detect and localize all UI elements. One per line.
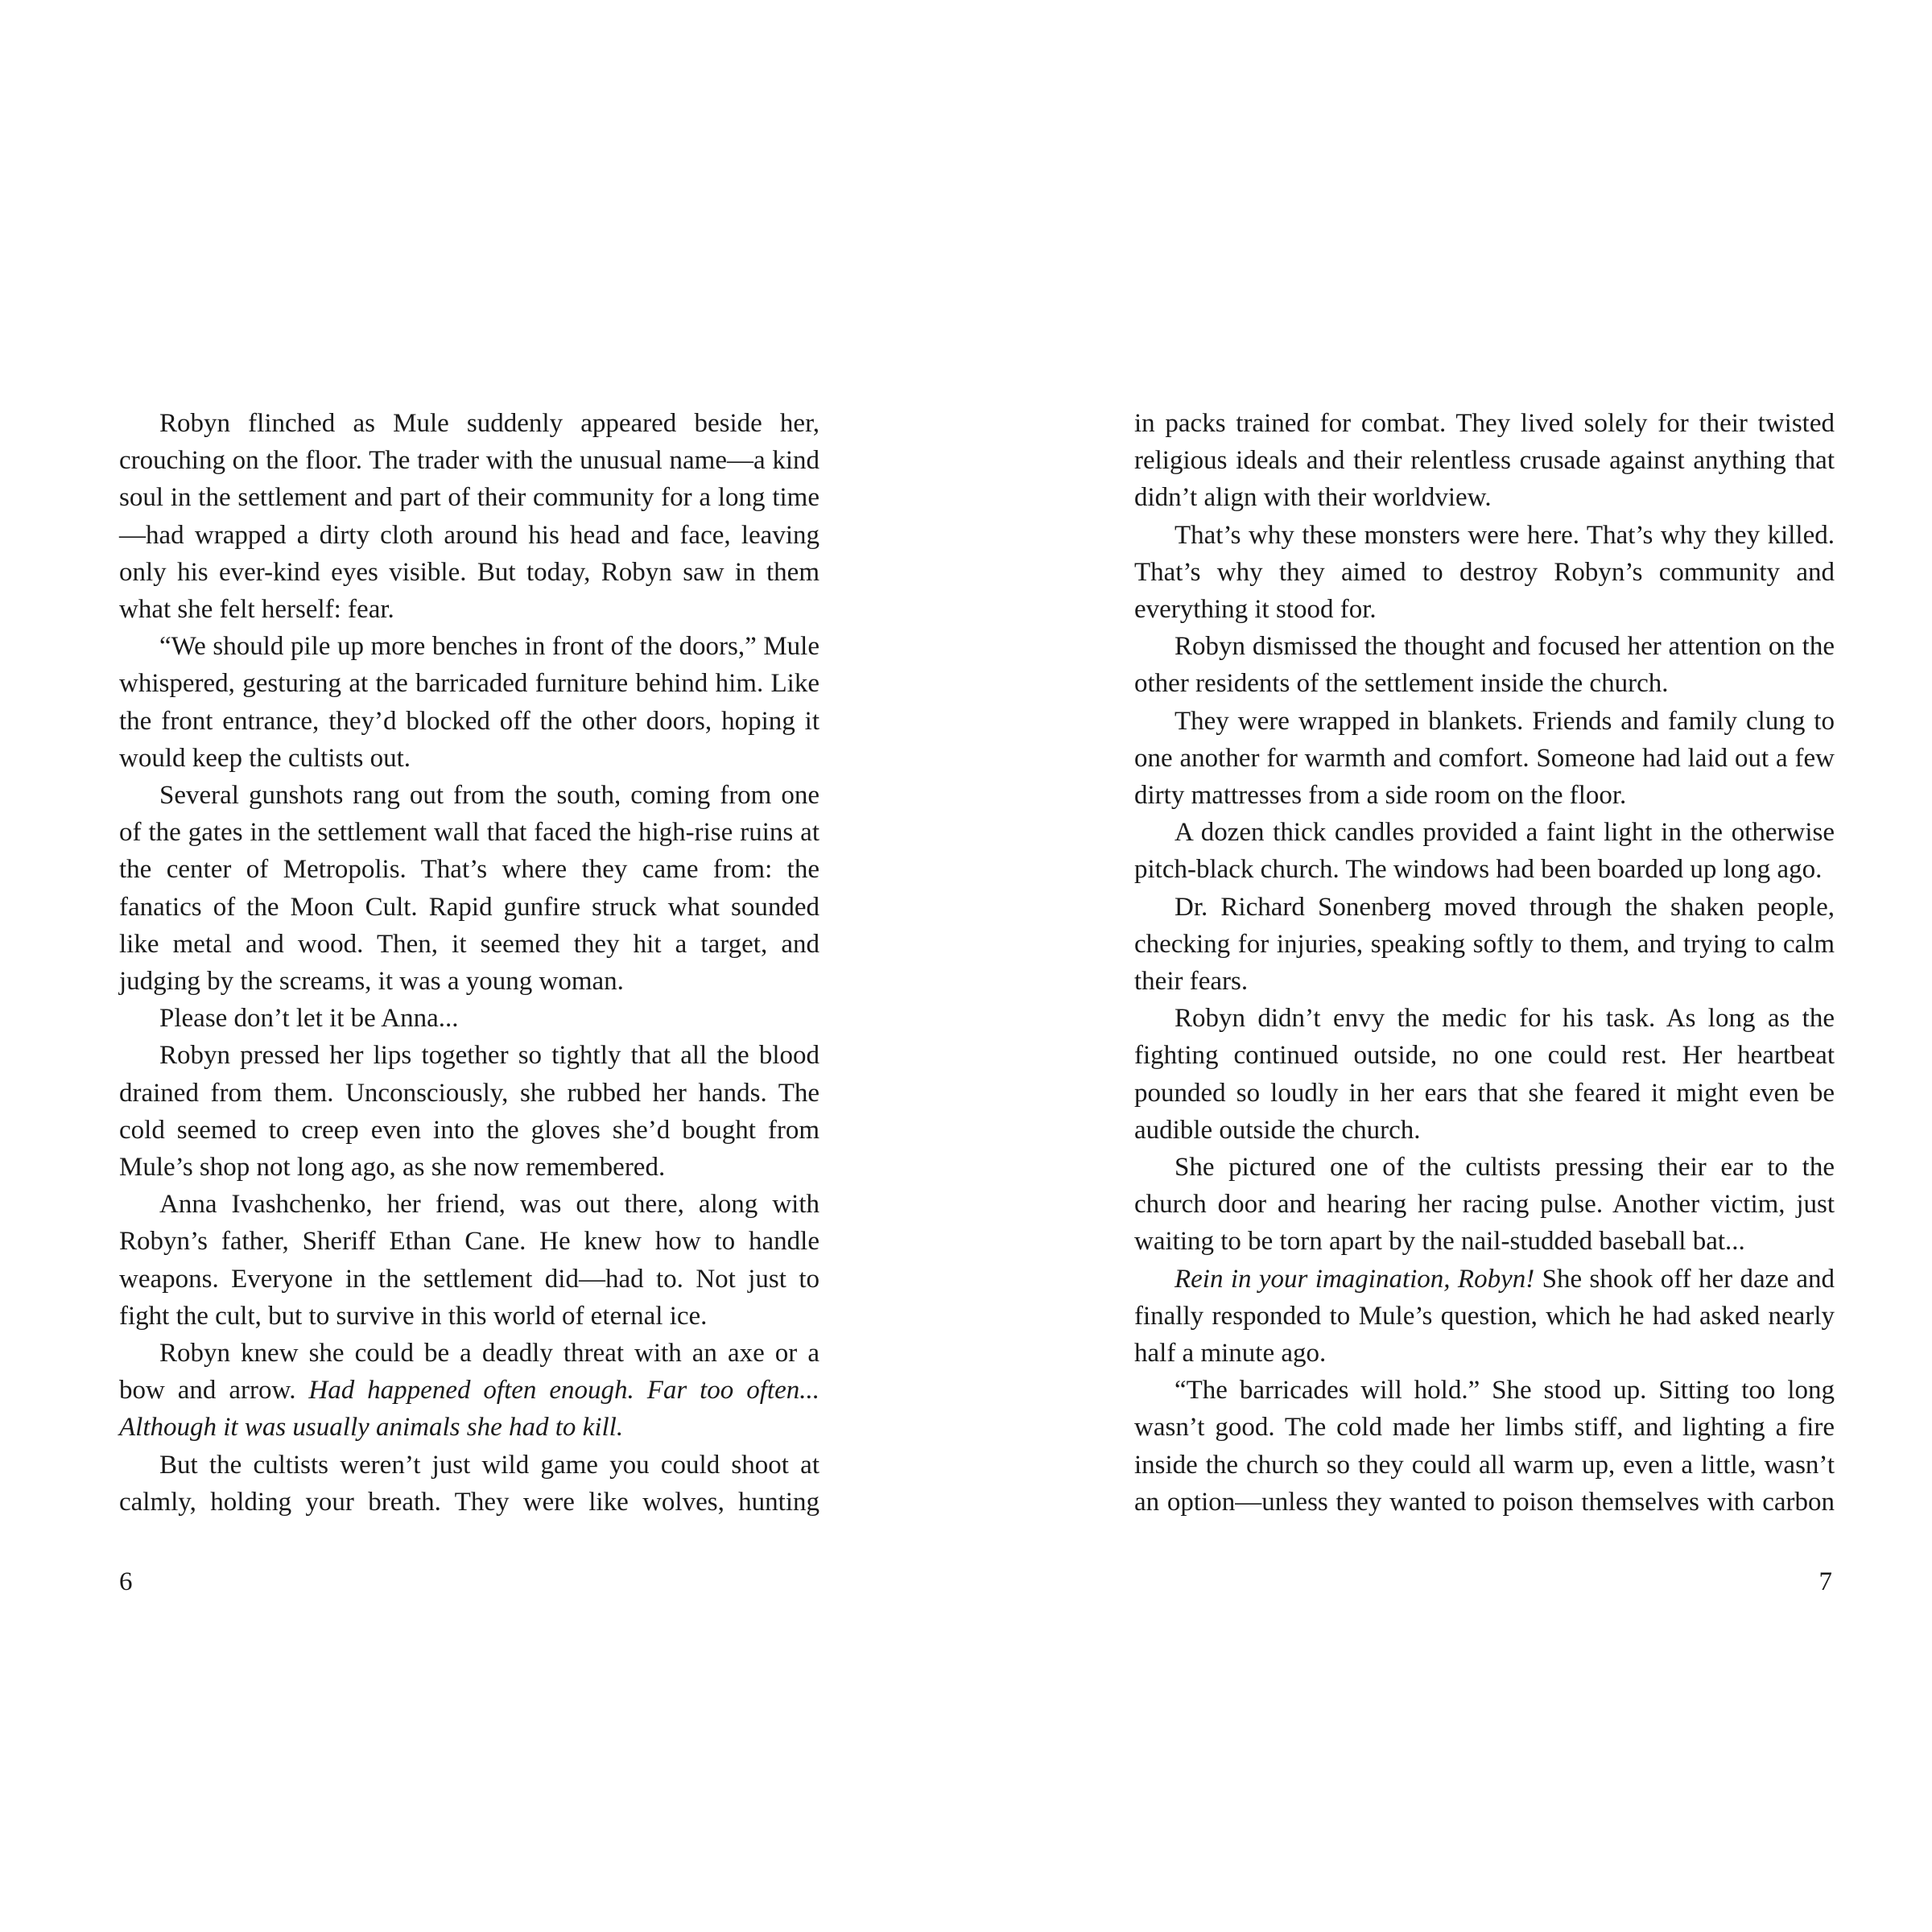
- paragraph: “We should pile up more benches in front of the doors,” Mule whispered, gesturing at the barricaded furniture behind him. Like the front entrance, they’d blocked off the other doors, hoping it would keep the cultists out.: [119, 632, 819, 773]
- left-page-text: [119, 405, 819, 1521]
- paragraph: Robyn flinched as Mule suddenly appeared beside her, crouching on the floor. The trader with the unusual name—a kind soul in the settlement and part of their community for a long time—had wrapped a dirty cloth around his head and face, leaving only his ever-kind eyes visible. But today, Robyn saw in them what she felt herself: fear.: [119, 409, 819, 625]
- paragraph: Anna Ivashchenko, her friend, was out there, along with Robyn’s father, Sheriff Ethan Cane. He knew how to handle weapons. Everyone in the settlement did—had to. Not just to fight the cult, but to survive in this world of eternal ice.: [119, 1190, 819, 1331]
- paragraph: [1134, 1261, 1835, 1373]
- paragraph: Please don’t let it be Anna...: [159, 1004, 459, 1034]
- italic-thought: Rein in your imagination, Robyn!: [1174, 1264, 1535, 1294]
- paragraph: “The barricades will hold.” She stood up. Sitting too long wasn’t good. The cold made her limbs stiff, and lighting a fire inside the church so they could all warm up, even a little, wasn’t an option—unless they wanted to poison themselves with carbon: [1134, 1376, 1835, 1517]
- paragraph: A dozen thick candles provided a faint light in the otherwise pitch-black church. The windows had been boarded up long ago.: [1134, 818, 1835, 885]
- right-page: [1134, 405, 1835, 1521]
- paragraph: Several gunshots rang out from the south, coming from one of the gates in the settlement wall that faced the high-rise ruins at the center of Metropolis. That’s where they came from: the fanatics of the Moon Cult. Rapid gunfire struck what sounded like metal and wood. Then, it seemed they hit a target, and judging by the screams, it was a young woman.: [119, 781, 819, 997]
- italic-thought: Had happened often enough. Far too often... Although it was usually animals she had to kill.: [119, 1376, 819, 1443]
- paragraph: Robyn pressed her lips together so tightly that all the blood drained from them. Unconsciously, she rubbed her hands. The cold seemed to creep even into the gloves she’d bought from Mule’s shop not long ago, as she now remembered.: [119, 1041, 819, 1183]
- paragraph: [119, 1335, 819, 1447]
- right-page-text: [1134, 405, 1835, 1521]
- paragraph: in packs trained for combat. They lived solely for their twisted religious ideals and their relentless crusade against anything that didn’t align with their worldview.: [1134, 409, 1835, 513]
- paragraph-text: Robyn knew she could be a deadly threat with an axe or a bow and arrow.: [119, 1339, 819, 1406]
- left-page: [119, 405, 819, 1521]
- page-number-right: 7: [1818, 1567, 1832, 1596]
- paragraph: Robyn dismissed the thought and focused her attention on the other residents of the settlement inside the church.: [1134, 632, 1835, 699]
- paragraph: She pictured one of the cultists pressing their ear to the church door and hearing her racing pulse. Another victim, just waiting to be torn apart by the nail-studded baseball bat...: [1134, 1153, 1835, 1257]
- page-number-left: 6: [119, 1567, 133, 1596]
- paragraph-text: She shook off her daze and finally responded to Mule’s question, which he had asked nearly half a minute ago.: [1134, 1264, 1835, 1368]
- paragraph: Dr. Richard Sonenberg moved through the shaken people, checking for injuries, speaking softly to them, and trying to calm their fears.: [1134, 892, 1835, 997]
- paragraph: Robyn didn’t envy the medic for his task. As long as the fighting continued outside, no one could rest. Her heartbeat pounded so loudly in her ears that she feared it might even be audible outside the church.: [1134, 1004, 1835, 1145]
- paragraph: They were wrapped in blankets. Friends and family clung to one another for warmth and comfort. Someone had laid out a few dirty mattresses from a side room on the floor.: [1134, 706, 1835, 811]
- paragraph: But the cultists weren’t just wild game you could shoot at calmly, holding your breath. They were like wolves, hunting: [119, 1450, 819, 1517]
- paragraph: That’s why these monsters were here. That’s why they killed. That’s why they aimed to destroy Robyn’s community and everything it stood for.: [1134, 520, 1835, 625]
